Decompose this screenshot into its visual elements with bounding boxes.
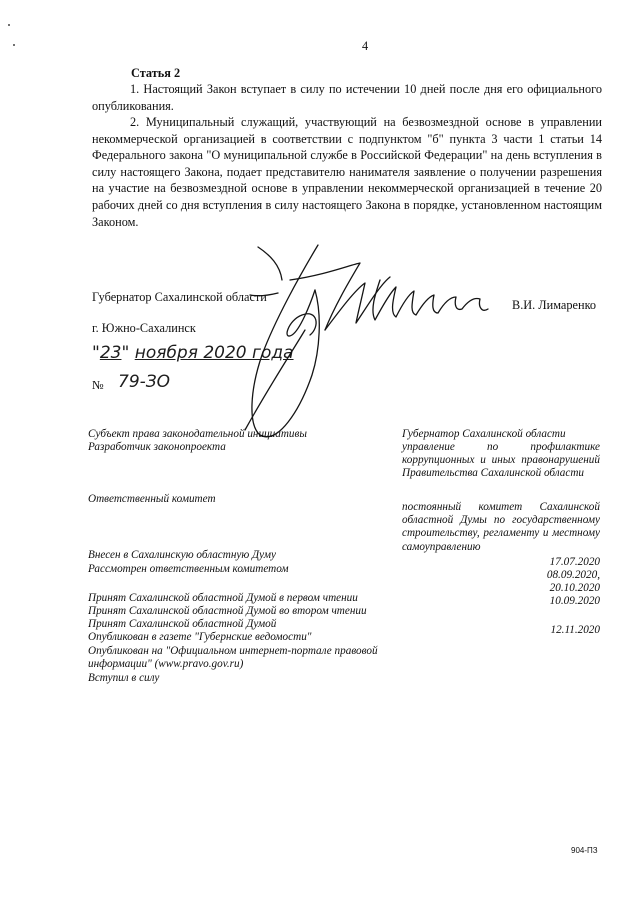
history-label-6: Опубликован в газете "Губернские ведомости" bbox=[88, 631, 312, 643]
law-number: 79-ЗО bbox=[118, 372, 171, 392]
history-label-5: Принят Сахалинской областной Думой bbox=[88, 618, 277, 630]
number-sign: № bbox=[92, 378, 104, 392]
history-label-1: Рассмотрен ответственным комитетом bbox=[88, 563, 289, 575]
history-label-0: Внесен в Сахалинскую областную Думу bbox=[88, 549, 276, 561]
history-label-3: Принят Сахалинской областной Думой в первом чтении bbox=[88, 592, 358, 604]
history-label-4: Принят Сахалинской областной Думой во втором чтении bbox=[88, 605, 367, 617]
history-date-5: 12.11.2020 bbox=[550, 624, 600, 636]
scan-speck bbox=[13, 44, 15, 46]
date-quote-close: " bbox=[121, 343, 130, 363]
city-name: г. Южно-Сахалинск bbox=[92, 321, 196, 335]
history-label-7: Опубликован на "Официальном интернет-портале правовой информации" (www.pravo.gov.ru) bbox=[88, 645, 378, 671]
subject-value: Губернатор Сахалинской области bbox=[402, 428, 566, 440]
paragraph-1: 1. Настоящий Закон вступает в силу по истечении 10 дней после дня его официального опубликования. bbox=[92, 82, 602, 113]
developer-label: Разработчик законопроекта bbox=[88, 441, 226, 453]
history-date-0: 17.07.2020 bbox=[549, 556, 600, 568]
subject-label: Субъект права законодательной инициативы bbox=[88, 428, 307, 440]
footer-code: 904-ПЗ bbox=[571, 846, 598, 855]
history-date-3: 10.09.2020 bbox=[549, 595, 600, 607]
committee-label: Ответственный комитет bbox=[88, 493, 216, 505]
date-month-year: ноября 2020 года bbox=[134, 343, 294, 363]
history-date-1: 08.09.2020, bbox=[546, 569, 600, 581]
developer-value: управление по профилактике коррупционных и иных правонарушений Правительства Сахалинской области bbox=[402, 441, 600, 480]
history-label-8: Вступил в силу bbox=[88, 672, 160, 684]
history-date-2: 20.10.2020 bbox=[549, 582, 600, 594]
date-day: 23 bbox=[99, 343, 122, 363]
article-heading: Статья 2 bbox=[131, 66, 181, 80]
date-quote-open: " bbox=[92, 343, 100, 363]
page-number: 4 bbox=[362, 39, 369, 53]
scan-speck bbox=[8, 24, 10, 26]
paragraph-2: 2. Муниципальный служащий, участвующий на безвозмездной основе в управлении некоммерческой организацией в соответствии с подпунктом "б" пункта 3 части 1 статьи 14 Федерального закона "О муниципальной службе в Российской Федерации" на день вступления в силу настоящего Закона, подает представителю нанимателя заявление о получении разрешения на участие на безвозмездной основе в управлении некоммерческой организацией в течение 20 рабочих дней со дня вступления в силу настоящего Закона в порядке, установленном настоящим Законом. bbox=[92, 115, 602, 229]
committee-value: постоянный комитет Сахалинской областной Думы по государственному строительству, регламенту и местному самоуправлению bbox=[402, 501, 600, 553]
governor-title: Губернатор Сахалинской области bbox=[92, 290, 267, 304]
governor-name: В.И. Лимаренко bbox=[512, 298, 597, 312]
